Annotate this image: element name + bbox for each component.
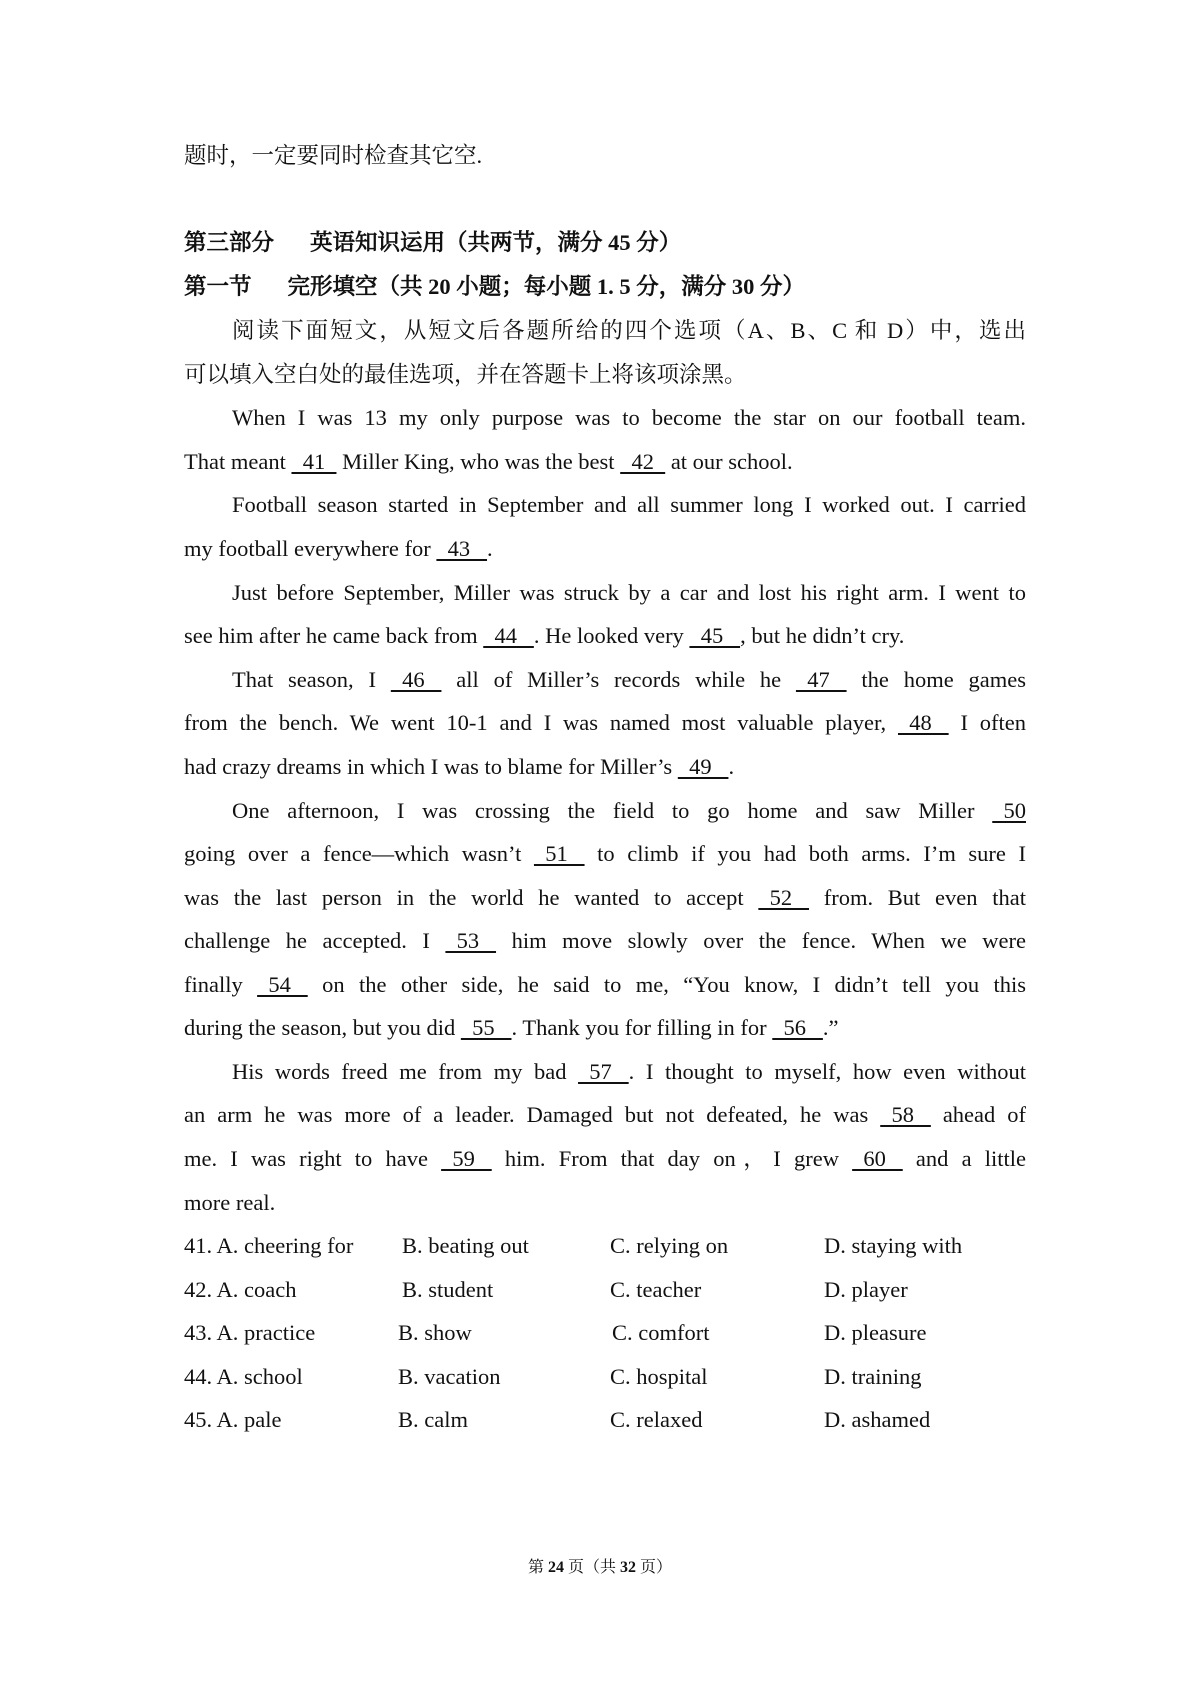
blank-42: 42 bbox=[620, 449, 666, 474]
continued-text-line: 题时，一定要同时检查其它空. bbox=[184, 143, 483, 168]
passage-line: That season, I 46 all of Miller’s records while he 47 the home games bbox=[232, 665, 1026, 695]
blank-50: 50 bbox=[992, 798, 1026, 823]
option-row-41 bbox=[0, 1231, 1200, 1261]
option-d: D. pleasure bbox=[824, 1320, 927, 1345]
option-b: B. show bbox=[398, 1320, 472, 1345]
passage-line: had crazy dreams in which I was to blame for Miller’s 49 . bbox=[184, 752, 1026, 782]
passage-line: finally 54 on the other side, he said to me, “You know, I didn’t tell you this bbox=[184, 970, 1026, 1000]
blank-54: 54 bbox=[257, 972, 308, 997]
option-c: C. relying on bbox=[610, 1233, 729, 1258]
blank-45: 45 bbox=[689, 623, 741, 648]
instructions-line-1: 阅读下面短文，从短文后各题所给的四个选项（A、B、C 和 D）中，选出 bbox=[232, 318, 1026, 343]
option-d: D. staying with bbox=[824, 1233, 963, 1258]
option-a: 43. A. practice bbox=[184, 1320, 316, 1345]
passage-line: from the bench. We went 10-1 and I was named most valuable player, 48 I often bbox=[184, 708, 1026, 738]
option-a: 45. A. pale bbox=[184, 1407, 282, 1432]
option-b: B. calm bbox=[398, 1407, 468, 1432]
blank-44: 44 bbox=[483, 623, 534, 648]
option-row-44 bbox=[0, 1362, 1200, 1392]
blank-56: 56 bbox=[772, 1015, 823, 1040]
option-b: B. student bbox=[402, 1277, 494, 1302]
option-c: C. teacher bbox=[610, 1277, 702, 1302]
passage-line: see him after he came back from 44 . He looked very 45 , but he didn’t cry. bbox=[184, 621, 1026, 651]
option-row-43 bbox=[0, 1318, 1200, 1348]
blank-52: 52 bbox=[758, 885, 809, 910]
passage-line: me. I was right to have 59 him. From that day on，I grew 60 and a little bbox=[184, 1144, 1026, 1174]
total-page-count: 32 bbox=[620, 1559, 636, 1576]
passage-line: my football everywhere for 43 . bbox=[184, 534, 1026, 564]
passage-line: When I was 13 my only purpose was to become the star on our football team. bbox=[232, 405, 1026, 430]
section-heading-title: 英语知识运用（共两节，满分 45 分） bbox=[310, 230, 682, 255]
blank-60: 60 bbox=[852, 1146, 903, 1171]
passage-line: going over a fence—which wasn’t 51 to climb if you had both arms. I’m sure I bbox=[184, 839, 1026, 869]
passage-line: an arm he was more of a leader. Damaged but not defeated, he was 58 ahead of bbox=[184, 1100, 1026, 1130]
passage-line: One afternoon, I was crossing the field to go home and saw Miller 50 bbox=[232, 796, 1026, 826]
blank-58: 58 bbox=[880, 1102, 931, 1127]
passage-line: challenge he accepted. I 53 him move slowly over the fence. When we were bbox=[184, 926, 1026, 956]
blank-43: 43 bbox=[436, 536, 488, 561]
page-number-footer: 第 24 页（共 32 页） bbox=[527, 1559, 673, 1576]
option-d: D. player bbox=[824, 1277, 908, 1302]
blank-57: 57 bbox=[578, 1059, 629, 1084]
blank-46: 46 bbox=[390, 667, 442, 692]
option-a: 41. A. cheering for bbox=[184, 1233, 354, 1258]
option-d: D. training bbox=[824, 1364, 922, 1389]
option-a: 42. A. coach bbox=[184, 1277, 297, 1302]
passage-line: Football season started in September and all summer long I worked out. I carried bbox=[232, 492, 1026, 517]
blank-49: 49 bbox=[677, 754, 729, 779]
instructions-line-2: 可以填入空白处的最佳选项，并在答题卡上将该项涂黑。 bbox=[184, 362, 747, 387]
subsection-heading-part: 第一节 bbox=[184, 274, 252, 299]
subsection-heading bbox=[184, 272, 1026, 302]
passage-line: more real. bbox=[184, 1190, 276, 1215]
option-row-45 bbox=[0, 1405, 1200, 1435]
blank-41: 41 bbox=[291, 449, 337, 474]
blank-48: 48 bbox=[898, 710, 949, 735]
option-c: C. relaxed bbox=[610, 1407, 703, 1432]
blank-59: 59 bbox=[441, 1146, 492, 1171]
passage-line: Just before September, Miller was struck by a car and lost his right arm. I went to bbox=[232, 580, 1026, 605]
option-a: 44. A. school bbox=[184, 1364, 303, 1389]
section-heading bbox=[184, 228, 1026, 258]
blank-53: 53 bbox=[445, 928, 497, 953]
blank-51: 51 bbox=[533, 841, 585, 866]
blank-47: 47 bbox=[795, 667, 847, 692]
current-page-number: 24 bbox=[547, 1559, 564, 1576]
passage-line: during the season, but you did 55 . Thank you for filling in for 56 .” bbox=[184, 1013, 1026, 1043]
option-c: C. comfort bbox=[612, 1320, 710, 1345]
blank-55: 55 bbox=[460, 1015, 512, 1040]
subsection-heading-title: 完形填空（共 20 小题；每小题 1. 5 分，满分 30 分） bbox=[287, 274, 806, 299]
option-d: D. ashamed bbox=[824, 1407, 931, 1432]
option-b: B. vacation bbox=[398, 1364, 501, 1389]
option-row-42 bbox=[0, 1275, 1200, 1305]
passage-line: His words freed me from my bad 57 . I thought to myself, how even without bbox=[232, 1057, 1026, 1087]
option-b: B. beating out bbox=[402, 1233, 529, 1258]
passage-line: That meant 41 Miller King, who was the best 42 at our school. bbox=[184, 447, 1026, 477]
option-c: C. hospital bbox=[610, 1364, 708, 1389]
passage-line: was the last person in the world he wanted to accept 52 from. But even that bbox=[184, 883, 1026, 913]
section-heading-part: 第三部分 bbox=[184, 230, 275, 255]
